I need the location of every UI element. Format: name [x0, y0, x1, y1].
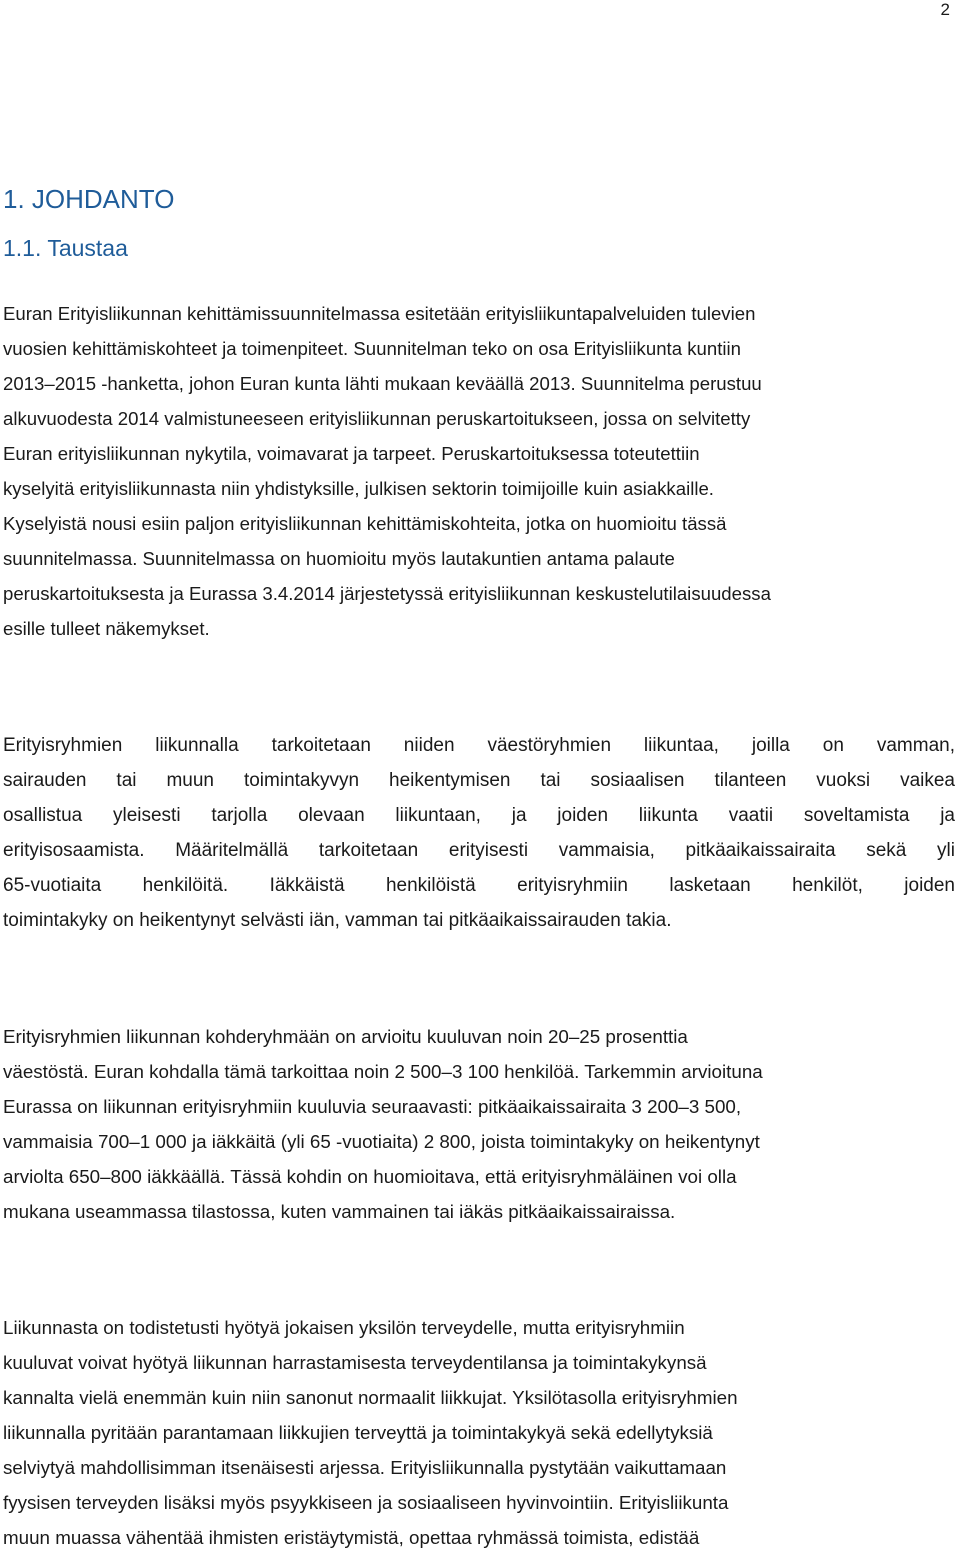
text-line: mukana useammassa tilastossa, kuten vammainen tai iäkäs pitkäaikaissairaissa. — [3, 1201, 676, 1222]
text-line: arviolta 650–800 iäkkäällä. Tässä kohdin on huomioitava, että erityisryhmäläinen voi olla — [3, 1166, 737, 1187]
text-line: Eurassa on liikunnan erityisryhmiin kuuluvia seuraavasti: pitkäaikaissairaita 3 200–3 500, — [3, 1096, 742, 1117]
page-number: 2 — [940, 0, 950, 19]
text-line: Erityisryhmien liikunnan kohderyhmään on arvioitu kuuluvan noin 20–25 prosenttia — [3, 1026, 688, 1047]
paragraph-benefits — [3, 1310, 955, 1555]
paragraph-definition — [3, 728, 955, 938]
text-line: Kyselyistä nousi esiin paljon erityisliikunnan kehittämiskohteita, jotka on huomioitu tässä — [3, 513, 727, 534]
text-line: osallistua yleisesti tarjolla olevaan liikuntaan, ja joiden liikunta vaatii soveltamista ja — [3, 805, 955, 826]
text-line: Euran Erityisliikunnan kehittämissuunnitelmassa esitetään erityisliikuntapalveluiden tulevien — [3, 303, 756, 324]
text-line: kuuluvat voivat hyötyä liikunnan harrastamisesta terveydentilansa ja toimintakykynsä — [3, 1352, 707, 1373]
text-line: muun muassa vähentää ihmisten eristäytymistä, opettaa ryhmässä toimista, edistää — [3, 1527, 700, 1548]
text-line: 2013–2015 -hanketta, johon Euran kunta lähti mukaan keväällä 2013. Suunnitelma perustuu — [3, 373, 762, 394]
text-line: 65-vuotiaita henkilöitä. Iäkkäistä henkilöistä erityisryhmiin lasketaan henkilöt, joiden — [3, 875, 955, 896]
text-line: kyselyitä erityisliikunnasta niin yhdistyksille, julkisen sektorin toimijoille kuin asiakkaille. — [3, 478, 714, 499]
paragraph-background-intro — [3, 296, 955, 646]
text-line: vammaisia 700–1 000 ja iäkkäitä (yli 65 -vuotiaita) 2 800, joista toimintakyky on heikentynyt — [3, 1131, 760, 1152]
text-line: esille tulleet näkemykset. — [3, 618, 210, 639]
text-line: väestöstä. Euran kohdalla tämä tarkoittaa noin 2 500–3 100 henkilöä. Tarkemmin arvioituna — [3, 1061, 763, 1082]
text-line: fyysisen terveyden lisäksi myös psyykkiseen ja sosiaaliseen hyvinvointiin. Erityisliikunta — [3, 1492, 729, 1513]
text-line: erityisosaamista. Määritelmällä tarkoitetaan erityisesti vammaisia, pitkäaikaissairaita sekä yli — [3, 840, 955, 861]
text-line: Erityisryhmien liikunnalla tarkoitetaan niiden väestöryhmien liikuntaa, joilla on vamman, — [3, 735, 955, 756]
paragraph-target-group — [3, 1019, 955, 1229]
text-line: kannalta vielä enemmän kuin niin sanonut normaalit liikkujat. Yksilötasolla erityisryhmien — [3, 1387, 738, 1408]
text-line: toimintakyky on heikentynyt selvästi iän, vamman tai pitkäaikaissairauden takia. — [3, 910, 672, 931]
text-line: Liikunnasta on todistetusti hyötyä jokaisen yksilön terveydelle, mutta erityisryhmiin — [3, 1317, 685, 1338]
text-line: Euran erityisliikunnan nykytila, voimavarat ja tarpeet. Peruskartoituksessa toteutettiin — [3, 443, 700, 464]
text-line: liikunnalla pyritään parantamaan liikkujien terveyttä ja toimintakykyä sekä edellytyksiä — [3, 1422, 713, 1443]
text-line: selviytyä mahdollisimman itsenäisesti arjessa. Erityisliikunnalla pystytään vaikuttamaan — [3, 1457, 727, 1478]
chapter-heading: 1. JOHDANTO — [3, 184, 175, 214]
text-line: sairauden tai muun toimintakyvyn heikentymisen tai sosiaalisen tilanteen vuoksi vaikea — [3, 770, 955, 791]
text-line: vuosien kehittämiskohteet ja toimenpiteet. Suunnitelman teko on osa Erityisliikunta kuntiin — [3, 338, 741, 359]
text-line: peruskartoituksesta ja Eurassa 3.4.2014 järjestetyssä erityisliikunnan keskustelutilaisuudessa — [3, 583, 771, 604]
section-heading: 1.1. Taustaa — [3, 235, 128, 261]
text-line: alkuvuodesta 2014 valmistuneeseen erityisliikunnan peruskartoitukseen, jossa on selvitetty — [3, 408, 751, 429]
text-line: suunnitelmassa. Suunnitelmassa on huomioitu myös lautakuntien antama palaute — [3, 548, 675, 569]
